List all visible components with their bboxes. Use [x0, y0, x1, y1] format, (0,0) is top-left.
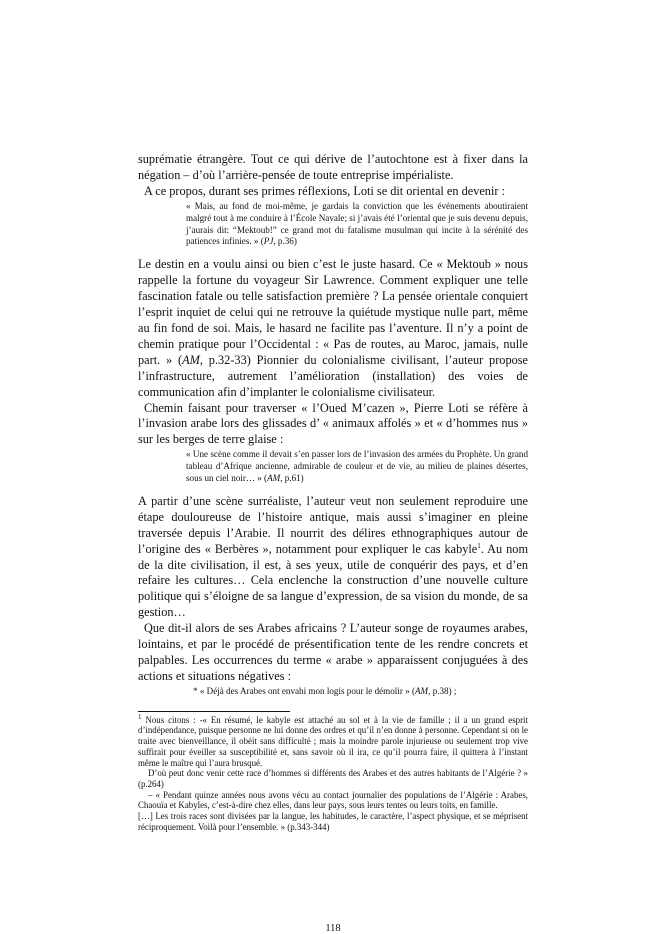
footnote-mark: 1	[138, 712, 142, 721]
quote-2-ref: AM	[267, 473, 281, 484]
quote-3-ref: AM	[415, 685, 429, 696]
paragraph-5	[138, 494, 528, 621]
quote-1	[186, 201, 528, 249]
footnote-4: […] Les trois races sont divisées par la langue, les habitudes, le caractère, l’aspect physique, et se méprisent réciproquement. Voilà pour l’ensemble. » (p.343-344)	[138, 811, 528, 832]
paragraph-5-b: . Au nom de la dite civilisation, il est, à ses yeux, utile de conquérir des pays, et d’en refaire les cultures… Cela enclenche la construction d’une nouvelle culture politique qui s’éloigne de sa langue d’expression, de sa vision du monde, de sa gestion…	[138, 541, 529, 620]
paragraph-3-b: p.32-33) Pionnier du colonialisme civilisant, l’auteur propose l’infrastructure, autrement l’amélioration (installation) des voies de communication afin d’implanter le colonialisme civilisateur.	[138, 352, 528, 399]
paragraph-5-a: A partir d’une scène surréaliste, l’auteur veut non seulement reproduire une étape douloureuse de l’histoire antique, mais aussi s’imaginer en pleine traversée depuis l’Arabie. Il nourrit des délires ethnographiques autour de l’origine des « Berbères », notamment pour expliquer le cas kabyle	[138, 493, 528, 556]
quote-1-text: « Mais, au fond de moi-même, je gardais la conviction que les événements aboutiraient malgré tout à me conduire à l’École Navale; si j’avais été l’oriental que je suis devenu depuis, j’aurais dit: “Mektoub!” ce grand mot du fatalisme musulman qui incite à la sérénité des patiences infinies. » (	[186, 200, 528, 247]
page-content	[138, 152, 529, 934]
quote-2-page: , p.61)	[280, 473, 304, 484]
quote-3-page: , p.38) ;	[428, 685, 457, 696]
paragraph-4: Chemin faisant pour traverser « l’Oued M’cazen », Pierre Loti se réfère à l’invasion arabe lors des glissades d’ « animaux affolés » et « d’hommes nus » sur les berges de terre glaise :	[138, 400, 528, 447]
paragraph-3	[138, 257, 528, 400]
quote-2-text: « Une scène comme il devait s’en passer lors de l’invasion des armées du Prophète. Un grand tableau d’Afrique ancienne, admirable de couleur et de vie, au milieu de plaines désertes, sous un ciel noir… » (	[186, 449, 528, 484]
quote-2	[186, 449, 528, 485]
paragraph-6: Que dit-il alors de ses Arabes africains ? L’auteur songe de royaumes arabes, lointains, et par le procédé de présentification tente de les rendre concrets et palpables. Les occurrences du terme « arabe » apparaissent conjuguées à des actions et situations négatives :	[138, 621, 528, 683]
paragraph-1: suprématie étrangère. Tout ce qui dérive de l’autochtone est à fixer dans la négation – d’où l’arrière-pensée de toute entreprise impérialiste.	[138, 152, 528, 182]
paragraph-2: A ce propos, durant ses primes réflexions, Loti se dit oriental en devenir :	[144, 183, 505, 198]
page-number: 118	[325, 923, 341, 934]
paragraph-3-ref: AM,	[182, 352, 203, 367]
footnote-1	[138, 712, 528, 769]
quote-1-page: , p.36)	[273, 236, 297, 247]
footnote-2: D’où peut donc venir cette race d’hommes si différents des Arabes et des autres habitants de l’Algérie ? » (p.264)	[138, 768, 528, 789]
footnote-1-text: Nous citons : -« En résumé, le kabyle est attaché au sol et à la vie de famille ; il a un grand esprit d’indépendance, puisque personne ne lui donne des ordres et qu’il n’en donne à personne. Cependant si on le traite avec bienveillance, il obéit sans difficulté ; mais la moindre parole injurieuse ou seulement trop vive suffirait pour éveiller sa susceptibilité et, sans savoir où il ira, ce qu’il pourra faire, il quittera à l’instant même le maître qui l’aura brusqué.	[138, 714, 528, 768]
footnote-divider	[138, 711, 290, 712]
footnote-3: – « Pendant quinze années nous avons vécu au contact journalier des populations de l’Algérie : Arabes, Chaouïa et Kabyles, c’est-à-dire chez elles, dans leur pays, sous leurs tentes ou leurs toits, en famille.	[138, 789, 528, 811]
quote-3-text: * « Déjà des Arabes ont envahi mon logis pour le démolir » (	[193, 685, 415, 696]
quote-3	[193, 686, 528, 698]
paragraph-3-a: Le destin en a voulu ainsi ou bien c’est le juste hasard. Ce « Mektoub » nous rappelle la fortune du voyageur Sir Lawrence. Comment expliquer une telle fascination fatale ou telle satisfaction première ? La pensée orientale conquiert l’esprit inquiet de celui qui ne retrouve la quiétude mystique nulle part, même au fin fond de soi. Mais, le hasard ne facilite pas l’aventure. Il n’y a point de chemin pratique pour l’Occidental : « Pas de routes, au Maroc, jamais, nulle part. » (	[138, 257, 528, 367]
quote-1-ref: PJ	[263, 236, 274, 247]
footnote-ref-1[interactable]: 1	[477, 541, 481, 550]
